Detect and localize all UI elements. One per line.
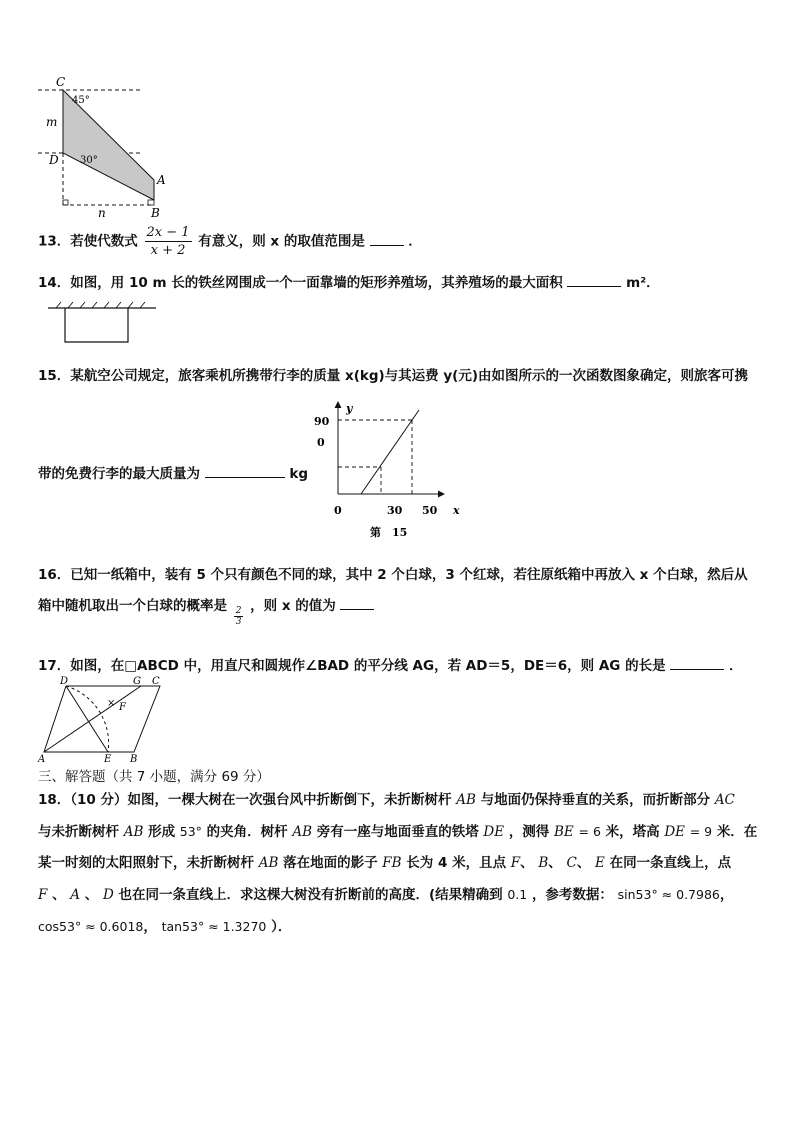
label-m: m [46,115,58,129]
q17-label-g: G [133,676,141,687]
q13-frac-num: 2x − 1 [146,225,190,240]
question-18 [38,785,758,943]
section-3-header [38,765,270,785]
q16-frac-num: 2 [235,606,242,616]
q17-label-c: C [152,676,160,687]
y-tick-0: 0 [317,436,325,449]
right-angle-mark-bottom [63,200,68,205]
guide-dashes [338,420,412,494]
question-16-line1 [38,563,748,583]
q17-parallelogram-figure [36,676,166,766]
x-axis-label: x [453,504,460,517]
q18-line5: cos53° ≈ 0.6018， tan53° ≈ 1.3270 ）． [38,919,292,935]
q13-suffix: 有意义，则 x 的取值范围是 [198,233,365,250]
q18-line1: 18．（10 分）如图，一棵大树在一次强台风中折断倒下，未折断树杆 AB 与地面仍保持垂直的关系，而折断部分 AC [38,792,735,808]
q14-text: 14．如图，用 10 m 长的铁丝网围成一个一面靠墙的矩形养殖场，其养殖场的最大面积 [38,275,563,291]
y-axis-label: y [346,402,353,415]
x-tick-0: 0 [334,504,342,517]
q16-line1: 16．已知一纸箱中，装有 5 个只有颜色不同的球，其中 2 个白球，3 个红球，若往原纸箱中再放入 x 个白球，然后从 [38,567,748,583]
q16-fraction [234,606,244,627]
q18-line4: F 、 A 、 D 也在同一条直线上．求这棵大树没有折断前的高度．(结果精确到 0.1 ，参考数据： sin53° ≈ 0.7986， [38,887,734,903]
q16-line2: 箱中随机取出一个白球的概率是 [38,598,227,614]
q18-line3: 某一时刻的太阳照射下，未折断树杆 AB 落在地面的影子 FB 长为 4 米，且点 F、 B、 C、 E 在同一条直线上，点 [38,855,732,871]
q17-label-f: F [119,702,126,713]
question-15-line2 [38,462,308,482]
q15-function-graph [308,398,468,544]
q17-label-d: D [60,676,69,687]
q15-line2: 带的免费行李的最大质量为 [38,466,200,482]
x-tick-50: 50 [422,504,438,517]
label-n: n [98,206,106,220]
q15-unit: kg [289,466,309,482]
x-tick-30: 30 [387,504,403,517]
q17-end: ． [728,658,743,674]
graph-caption: 第 15 [370,526,408,539]
q18-line2: 与未折断树杆 AB 形成 53° 的夹角．树杆 AB 旁有一座与地面垂直的铁塔 DE ，测得 BE = 6 米，塔高 DE = 9 米．在 [38,824,758,840]
label-c: C [56,75,66,89]
q16-frac-den: 3 [235,617,242,627]
y-tick-90: 90 [314,415,330,428]
q17-mark-f: × [107,698,116,709]
q13-fraction [145,224,192,259]
q15-answer-blank[interactable] [205,465,285,478]
label-angle-30: 30° [80,155,98,166]
label-angle-45: 45° [72,95,90,106]
label-a: A [157,173,166,187]
parallelogram-lines [44,686,160,752]
q14-answer-blank[interactable] [567,274,621,287]
question-16-line2 [38,594,374,627]
q14-unit: m²． [626,275,660,291]
shaded-quadrilateral [63,90,154,200]
q16-answer-blank[interactable] [340,597,374,610]
section-3-text: 三、解答题（共 7 小题，满分 69 分） [38,769,270,785]
q17-label-a: A [38,754,46,765]
right-angle-mark-b [148,200,154,205]
q17-label-e: E [104,754,112,765]
q17-label-b: B [130,754,138,765]
figure-top-geometry [36,72,172,222]
q13-frac-den: x + 2 [150,243,186,258]
question-13 [38,224,422,259]
q16-line2b: ，则 x 的值为 [250,598,336,614]
question-15-line1 [38,364,748,384]
q17-text: 17．如图，在□ABCD 中，用直尺和圆规作∠BAD 的平分线 AG，若 AD＝5，DE＝6，则 AG 的长是 [38,658,666,674]
q15-line1: 15．某航空公司规定，旅客乘机所携带行李的质量 x(kg)与其运费 y(元)由如图所示的一次函数图象确定，则旅客可携 [38,368,749,384]
q13-end: ． [408,233,422,250]
q17-answer-blank[interactable] [670,657,724,670]
wall-hatching [56,302,145,308]
question-14 [38,271,660,291]
q13-prefix: 13．若使代数式 [38,233,138,250]
fence-rectangle [65,308,128,342]
label-b: B [151,206,160,220]
label-d: D [49,153,59,167]
question-17 [38,654,742,674]
q14-wall-figure [46,300,158,346]
function-line [361,410,419,494]
q13-answer-blank[interactable] [370,233,404,246]
